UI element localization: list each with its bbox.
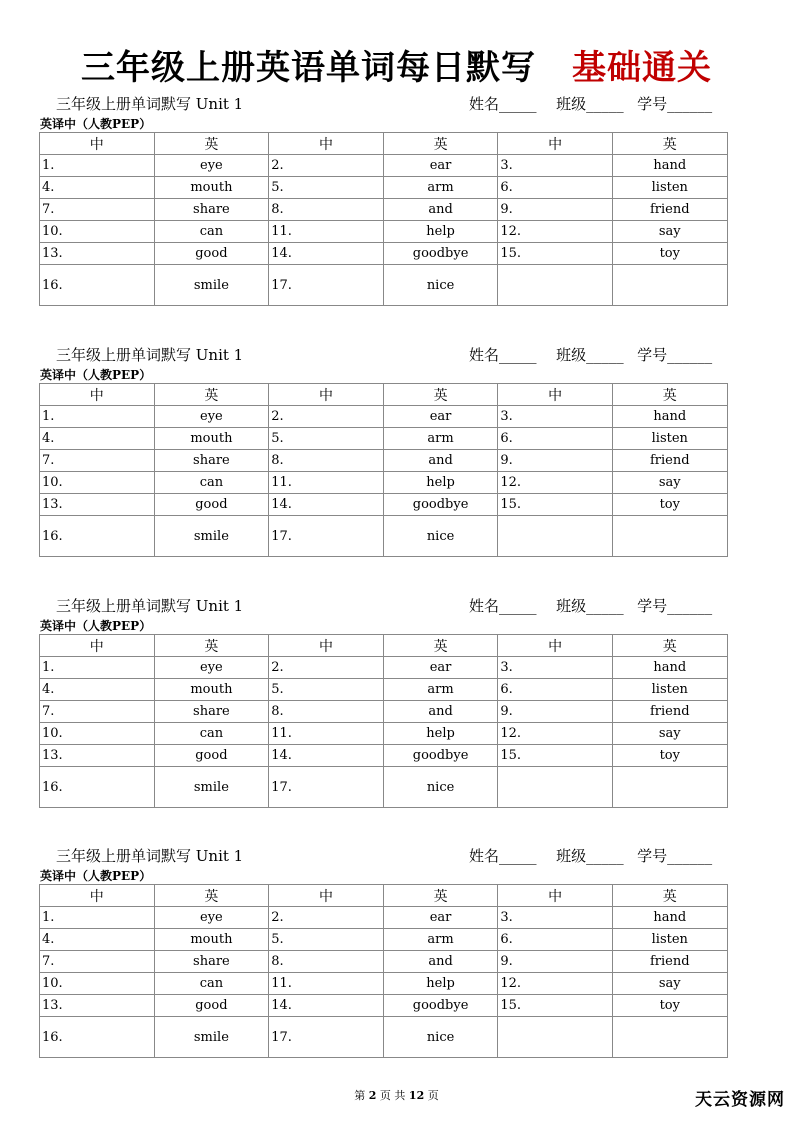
column-header: 中 [269, 885, 384, 907]
word-table [39, 634, 728, 808]
column-header: 中 [498, 133, 613, 155]
table-row [40, 723, 728, 745]
english-word: ear [383, 657, 498, 679]
table-header-row [40, 635, 728, 657]
table-row [40, 1017, 728, 1058]
column-header: 中 [269, 384, 384, 406]
answer-cell[interactable]: 7. [40, 199, 155, 221]
column-header: 英 [154, 133, 269, 155]
answer-cell[interactable]: 11. [269, 221, 384, 243]
answer-cell[interactable]: 10. [40, 221, 155, 243]
answer-cell[interactable]: 6. [498, 929, 613, 951]
column-header: 英 [154, 885, 269, 907]
english-word: toy [612, 995, 727, 1017]
answer-cell[interactable]: 17. [269, 516, 384, 557]
english-word: nice [383, 516, 498, 557]
column-header: 英 [383, 133, 498, 155]
english-word [612, 516, 727, 557]
answer-cell[interactable]: 8. [269, 450, 384, 472]
english-word: nice [383, 1017, 498, 1058]
english-word: goodbye [383, 494, 498, 516]
english-word: hand [612, 155, 727, 177]
answer-cell[interactable]: 10. [40, 472, 155, 494]
answer-cell[interactable]: 6. [498, 679, 613, 701]
answer-cell[interactable]: 8. [269, 199, 384, 221]
footer-suffix: 页 [427, 1089, 439, 1102]
english-word: mouth [154, 177, 269, 199]
column-header: 英 [383, 885, 498, 907]
english-word: share [154, 701, 269, 723]
name-field[interactable]: 姓名_____ [469, 847, 537, 865]
english-word: can [154, 973, 269, 995]
table-row [40, 494, 728, 516]
english-word: arm [383, 929, 498, 951]
word-table [39, 884, 728, 1058]
english-word: hand [612, 406, 727, 428]
english-word: listen [612, 929, 727, 951]
english-word: and [383, 450, 498, 472]
answer-cell[interactable]: 2. [269, 406, 384, 428]
answer-cell[interactable]: 3. [498, 155, 613, 177]
column-header: 英 [612, 133, 727, 155]
answer-cell[interactable]: 14. [269, 494, 384, 516]
answer-cell[interactable]: 4. [40, 929, 155, 951]
table-row [40, 406, 728, 428]
table-row [40, 177, 728, 199]
student-id-field[interactable]: 学号______ [637, 95, 713, 113]
answer-cell[interactable]: 9. [498, 199, 613, 221]
english-word: smile [154, 265, 269, 306]
answer-cell[interactable]: 1. [40, 907, 155, 929]
english-word: and [383, 701, 498, 723]
table-row [40, 657, 728, 679]
english-word: arm [383, 679, 498, 701]
name-field[interactable]: 姓名_____ [469, 95, 537, 113]
english-word: hand [612, 657, 727, 679]
english-word: mouth [154, 679, 269, 701]
english-word: friend [612, 951, 727, 973]
answer-cell[interactable]: 17. [269, 767, 384, 808]
english-word: friend [612, 199, 727, 221]
column-header: 中 [498, 384, 613, 406]
worksheet-title: 三年级上册单词默写 Unit 1 [56, 597, 244, 615]
english-word: good [154, 745, 269, 767]
column-header: 英 [612, 635, 727, 657]
page-title [0, 40, 793, 89]
english-word: help [383, 723, 498, 745]
answer-cell[interactable]: 7. [40, 951, 155, 973]
table-row [40, 973, 728, 995]
english-word: friend [612, 450, 727, 472]
english-word: goodbye [383, 243, 498, 265]
answer-cell[interactable]: 8. [269, 701, 384, 723]
answer-cell[interactable]: 4. [40, 679, 155, 701]
answer-cell[interactable]: 16. [40, 516, 155, 557]
english-word: listen [612, 177, 727, 199]
answer-cell[interactable]: 9. [498, 450, 613, 472]
english-word: smile [154, 1017, 269, 1058]
answer-cell[interactable]: 6. [498, 177, 613, 199]
answer-cell[interactable]: 5. [269, 177, 384, 199]
english-word: ear [383, 155, 498, 177]
english-word: friend [612, 701, 727, 723]
english-word: eye [154, 406, 269, 428]
table-row [40, 745, 728, 767]
answer-cell[interactable]: 4. [40, 177, 155, 199]
table-row [40, 679, 728, 701]
answer-cell[interactable]: 11. [269, 472, 384, 494]
answer-cell[interactable]: 12. [498, 221, 613, 243]
word-table [39, 132, 728, 306]
answer-cell[interactable]: 10. [40, 973, 155, 995]
english-word: and [383, 951, 498, 973]
column-header: 中 [40, 133, 155, 155]
answer-cell[interactable]: 7. [40, 450, 155, 472]
name-field[interactable]: 姓名_____ [469, 597, 537, 615]
answer-cell[interactable]: 15. [498, 494, 613, 516]
table-row [40, 221, 728, 243]
english-word: smile [154, 516, 269, 557]
english-word: say [612, 472, 727, 494]
english-word: can [154, 472, 269, 494]
english-word: ear [383, 907, 498, 929]
table-row [40, 472, 728, 494]
table-row [40, 701, 728, 723]
english-word: mouth [154, 929, 269, 951]
class-field[interactable]: 班级_____ [556, 346, 624, 364]
english-word: and [383, 199, 498, 221]
answer-cell[interactable] [498, 516, 613, 557]
answer-cell[interactable]: 15. [498, 995, 613, 1017]
english-word: mouth [154, 428, 269, 450]
table-header-row [40, 885, 728, 907]
answer-cell[interactable]: 9. [498, 951, 613, 973]
footer-middle: 页 共 [379, 1089, 406, 1102]
answer-cell[interactable] [498, 1017, 613, 1058]
student-id-field[interactable]: 学号______ [637, 847, 713, 865]
answer-cell[interactable]: 16. [40, 767, 155, 808]
student-fields [469, 595, 712, 616]
column-header: 英 [154, 635, 269, 657]
english-word [612, 1017, 727, 1058]
answer-cell[interactable]: 1. [40, 406, 155, 428]
answer-cell[interactable]: 5. [269, 929, 384, 951]
english-word [612, 265, 727, 306]
answer-cell[interactable]: 2. [269, 155, 384, 177]
answer-cell[interactable]: 1. [40, 155, 155, 177]
name-field[interactable]: 姓名_____ [469, 346, 537, 364]
worksheet-title: 三年级上册单词默写 Unit 1 [56, 346, 244, 364]
answer-cell[interactable]: 13. [40, 494, 155, 516]
english-word: listen [612, 679, 727, 701]
answer-cell[interactable]: 3. [498, 907, 613, 929]
column-header: 英 [154, 384, 269, 406]
answer-cell[interactable]: 2. [269, 907, 384, 929]
column-header: 中 [269, 133, 384, 155]
english-word: toy [612, 494, 727, 516]
table-row [40, 450, 728, 472]
answer-cell[interactable]: 8. [269, 951, 384, 973]
english-word: share [154, 199, 269, 221]
worksheet-subtitle: 英译中（人教PEP） [40, 368, 152, 382]
answer-cell[interactable]: 6. [498, 428, 613, 450]
answer-cell[interactable]: 16. [40, 1017, 155, 1058]
title-accent: 基础通关 [572, 48, 712, 88]
table-row [40, 516, 728, 557]
student-fields [469, 344, 712, 365]
table-row [40, 767, 728, 808]
worksheet-title: 三年级上册单词默写 Unit 1 [56, 95, 244, 113]
column-header: 中 [498, 885, 613, 907]
column-header: 英 [383, 635, 498, 657]
english-word: smile [154, 767, 269, 808]
column-header: 英 [612, 384, 727, 406]
answer-cell[interactable]: 14. [269, 995, 384, 1017]
worksheet-subtitle: 英译中（人教PEP） [40, 619, 152, 633]
answer-cell[interactable]: 12. [498, 472, 613, 494]
footer-page-number: 2 [368, 1089, 377, 1102]
answer-cell[interactable]: 1. [40, 657, 155, 679]
table-row [40, 995, 728, 1017]
english-word: say [612, 723, 727, 745]
page-footer [0, 1087, 793, 1103]
english-word: toy [612, 745, 727, 767]
table-row [40, 243, 728, 265]
answer-cell[interactable]: 17. [269, 1017, 384, 1058]
english-word: toy [612, 243, 727, 265]
english-word [612, 767, 727, 808]
english-word: nice [383, 767, 498, 808]
table-row [40, 199, 728, 221]
english-word: can [154, 723, 269, 745]
english-word: help [383, 472, 498, 494]
answer-cell[interactable]: 13. [40, 243, 155, 265]
column-header: 中 [498, 635, 613, 657]
english-word: arm [383, 428, 498, 450]
answer-cell[interactable]: 14. [269, 243, 384, 265]
class-field[interactable]: 班级_____ [556, 847, 624, 865]
english-word: good [154, 494, 269, 516]
watermark-logo: 天云资源网 [695, 1090, 785, 1110]
english-word: good [154, 243, 269, 265]
table-row [40, 951, 728, 973]
answer-cell[interactable]: 17. [269, 265, 384, 306]
answer-cell[interactable] [498, 767, 613, 808]
column-header: 中 [269, 635, 384, 657]
column-header: 英 [383, 384, 498, 406]
table-row [40, 907, 728, 929]
student-id-field[interactable]: 学号______ [637, 597, 713, 615]
english-word: help [383, 221, 498, 243]
english-word: eye [154, 657, 269, 679]
english-word: help [383, 973, 498, 995]
student-id-field[interactable]: 学号______ [637, 346, 713, 364]
answer-cell[interactable]: 15. [498, 745, 613, 767]
answer-cell[interactable]: 5. [269, 428, 384, 450]
english-word: eye [154, 907, 269, 929]
english-word: nice [383, 265, 498, 306]
answer-cell[interactable]: 10. [40, 723, 155, 745]
english-word: listen [612, 428, 727, 450]
english-word: eye [154, 155, 269, 177]
student-fields [469, 93, 712, 114]
worksheet-subtitle: 英译中（人教PEP） [40, 117, 152, 131]
footer-total-pages: 12 [408, 1089, 425, 1102]
english-word: goodbye [383, 745, 498, 767]
answer-cell[interactable]: 12. [498, 973, 613, 995]
student-fields [469, 845, 712, 866]
answer-cell[interactable]: 16. [40, 265, 155, 306]
class-field[interactable]: 班级_____ [556, 597, 624, 615]
answer-cell[interactable]: 9. [498, 701, 613, 723]
answer-cell[interactable]: 3. [498, 657, 613, 679]
answer-cell[interactable]: 2. [269, 657, 384, 679]
answer-cell[interactable]: 4. [40, 428, 155, 450]
answer-cell[interactable]: 14. [269, 745, 384, 767]
answer-cell[interactable] [498, 265, 613, 306]
table-row [40, 929, 728, 951]
answer-cell[interactable]: 13. [40, 995, 155, 1017]
english-word: goodbye [383, 995, 498, 1017]
table-header-row [40, 133, 728, 155]
worksheet-title: 三年级上册单词默写 Unit 1 [56, 847, 244, 865]
answer-cell[interactable]: 7. [40, 701, 155, 723]
word-table [39, 383, 728, 557]
column-header: 中 [40, 384, 155, 406]
answer-cell[interactable]: 15. [498, 243, 613, 265]
english-word: say [612, 973, 727, 995]
column-header: 中 [40, 635, 155, 657]
table-row [40, 428, 728, 450]
english-word: say [612, 221, 727, 243]
english-word: can [154, 221, 269, 243]
english-word: share [154, 450, 269, 472]
english-word: good [154, 995, 269, 1017]
answer-cell[interactable]: 13. [40, 745, 155, 767]
column-header: 英 [612, 885, 727, 907]
answer-cell[interactable]: 5. [269, 679, 384, 701]
english-word: hand [612, 907, 727, 929]
class-field[interactable]: 班级_____ [556, 95, 624, 113]
table-header-row [40, 384, 728, 406]
footer-prefix: 第 [354, 1089, 366, 1102]
english-word: ear [383, 406, 498, 428]
answer-cell[interactable]: 3. [498, 406, 613, 428]
column-header: 中 [40, 885, 155, 907]
english-word: share [154, 951, 269, 973]
answer-cell[interactable]: 11. [269, 973, 384, 995]
english-word: arm [383, 177, 498, 199]
title-main: 三年级上册英语单词每日默写 [81, 48, 536, 88]
table-row [40, 265, 728, 306]
answer-cell[interactable]: 12. [498, 723, 613, 745]
worksheet-subtitle: 英译中（人教PEP） [40, 869, 152, 883]
table-row [40, 155, 728, 177]
answer-cell[interactable]: 11. [269, 723, 384, 745]
